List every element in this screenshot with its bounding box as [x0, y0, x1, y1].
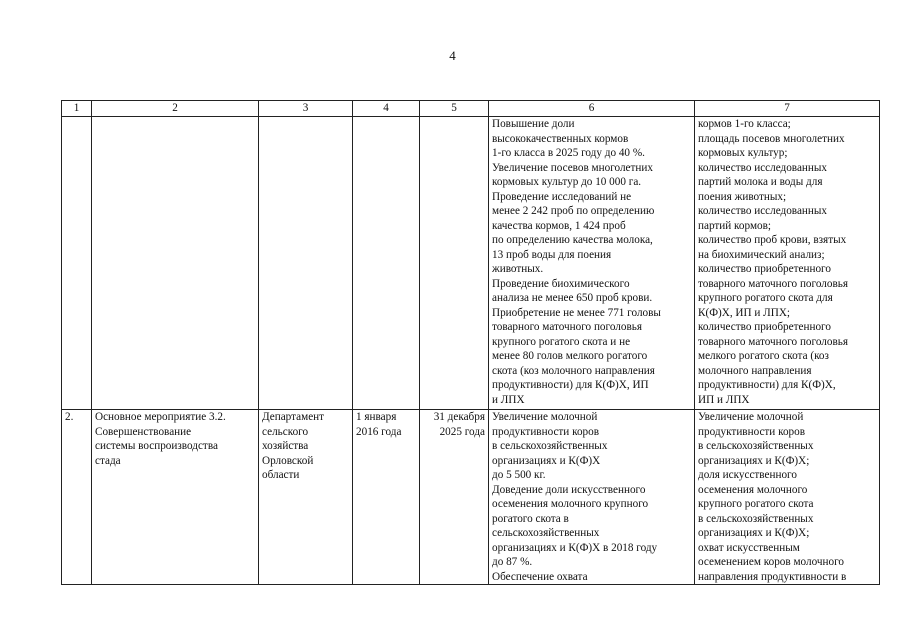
cell-text-line: доля искусственного: [698, 469, 797, 481]
cell-text-line: Департамент: [262, 411, 325, 423]
cell-text-line: продуктивности коров: [698, 425, 806, 438]
cell-expected-results: [489, 410, 695, 585]
cell-start: [353, 117, 420, 410]
cell-text-line: животных.: [492, 263, 544, 275]
cell-text-line: сельскохозяйственных: [492, 527, 600, 539]
cell-text-line: 1 января: [356, 411, 397, 423]
cell-measure: [92, 117, 259, 410]
cell-text-line: товарного маточного поголовья: [698, 335, 848, 348]
cell-text-line: стада: [95, 454, 121, 467]
cell-number: [62, 117, 92, 410]
header-col-5: 5: [420, 101, 489, 117]
cell-text-line: 1-го класса в 2025 году до 40 %.: [492, 147, 645, 159]
cell-text-line: в сельскохозяйственных: [698, 440, 814, 452]
cell-text-line: крупного рогатого скота для: [698, 292, 833, 304]
cell-text-line: качества кормов, 1 424 проб: [492, 219, 626, 232]
cell-text-line: кормов 1-го класса;: [698, 118, 791, 130]
cell-text-line: Доведение доли искусственного: [492, 483, 646, 496]
cell-text-line: продуктивности коров: [492, 425, 600, 438]
cell-end: [420, 117, 489, 410]
cell-text-line: до 87 %.: [492, 556, 533, 568]
cell-text-line: молочного направления: [698, 364, 812, 377]
cell-text-line: хозяйства: [262, 440, 309, 452]
table-row-2: [62, 410, 880, 585]
cell-text-line: Орловской: [262, 454, 314, 467]
cell-text-line: 2025 года: [439, 425, 485, 438]
cell-expected-results: [489, 117, 695, 410]
cell-executor: [259, 117, 353, 410]
cell-text-line: количество исследованных: [698, 205, 827, 217]
cell-text-line: количество приобретенного: [698, 263, 831, 275]
cell-text-line: товарного маточного поголовья: [492, 321, 642, 333]
cell-text-line: партий кормов;: [698, 219, 772, 232]
cell-text-line: направления продуктивности в: [698, 570, 847, 583]
header-col-4: 4: [353, 101, 420, 117]
cell-indicators: [695, 410, 880, 585]
cell-text-line: Обеспечение охвата: [492, 570, 588, 583]
cell-text-line: Проведение биохимического: [492, 277, 630, 290]
cell-text-line: поения животных;: [698, 190, 787, 203]
cell-text-line: количество проб крови, взятых: [698, 234, 847, 246]
cell-text-line: охват искусственным: [698, 541, 800, 554]
cell-text-line: на биохимический анализ;: [698, 248, 825, 261]
header-col-7: 7: [695, 101, 880, 117]
cell-text-line: Проведение исследований не: [492, 190, 632, 203]
cell-text-line: менее 80 голов мелкого рогатого: [492, 350, 648, 362]
cell-text-line: мелкого рогатого скота (коз: [698, 350, 829, 362]
cell-start: [353, 410, 420, 585]
cell-text-line: 13 проб воды для поения: [492, 248, 612, 261]
cell-text-line: в сельскохозяйственных: [698, 512, 814, 525]
cell-text-line: Совершенствование: [95, 425, 192, 438]
cell-text-line: количество приобретенного: [698, 321, 831, 333]
cell-text-line: продуктивности) для К(Ф)Х, ИП: [492, 379, 649, 391]
header-col-6: 6: [489, 101, 695, 117]
cell-text-line: до 5 500 кг.: [492, 469, 546, 481]
cell-text-line: 2016 года: [356, 425, 402, 438]
cell-text-line: кормовых культур;: [698, 147, 788, 159]
cell-text-line: рогатого скота в: [492, 512, 569, 525]
cell-text-line: Увеличение молочной: [698, 411, 804, 423]
cell-text-line: высококачественных кормов: [492, 132, 629, 145]
cell-text-line: организациях и К(Ф)Х;: [698, 454, 810, 467]
cell-text-line: ИП и ЛПХ: [698, 393, 750, 406]
cell-text-line: осеменения молочного: [698, 483, 808, 496]
cell-text-line: Основное мероприятие 3.2.: [95, 411, 226, 423]
cell-text-line: Приобретение не менее 771 головы: [492, 306, 661, 319]
cell-executor: [259, 410, 353, 585]
cell-text-line: менее 2 242 проб по определению: [492, 205, 655, 217]
cell-text-line: системы воспроизводства: [95, 440, 218, 452]
cell-text-line: площадь посевов многолетних: [698, 132, 845, 145]
cell-text-line: анализа не менее 650 проб крови.: [492, 292, 653, 304]
cell-text-line: в сельскохозяйственных: [492, 440, 608, 452]
header-col-2: 2: [92, 101, 259, 117]
cell-text-line: и ЛПХ: [492, 393, 525, 406]
cell-measure: [92, 410, 259, 585]
cell-text-line: крупного рогатого скота: [698, 498, 814, 510]
cell-text-line: товарного маточного поголовья: [698, 277, 848, 290]
cell-text-line: партий молока и воды для: [698, 176, 823, 188]
cell-text-line: сельского: [262, 425, 309, 438]
cell-text-line: крупного рогатого скота и не: [492, 335, 631, 348]
cell-text-line: области: [262, 469, 300, 481]
page-number: 4: [449, 48, 456, 63]
cell-text-line: по определению качества молока,: [492, 234, 653, 246]
cell-text-line: организациях и К(Ф)Х в 2018 году: [492, 541, 658, 554]
measures-table: [61, 100, 880, 585]
cell-text-line: осеменения молочного крупного: [492, 498, 649, 510]
cell-number: 2.: [62, 410, 92, 585]
header-row: [62, 101, 880, 117]
cell-text-line: Увеличение молочной: [492, 411, 598, 423]
cell-text-line: осеменением коров молочного: [698, 556, 845, 568]
cell-text-line: количество исследованных: [698, 161, 827, 174]
cell-text-line: Повышение доли: [492, 118, 575, 130]
cell-text-line: организациях и К(Ф)Х: [492, 454, 601, 467]
cell-text-line: Увеличение посевов многолетних: [492, 161, 653, 174]
cell-text-line: продуктивности) для К(Ф)Х,: [698, 379, 836, 391]
cell-text-line: кормовых культур до 10 000 га.: [492, 176, 642, 188]
cell-indicators: [695, 117, 880, 410]
cell-text-line: К(Ф)Х, ИП и ЛПХ;: [698, 306, 791, 319]
header-col-3: 3: [259, 101, 353, 117]
table-row-continued: [62, 117, 880, 410]
header-col-1: 1: [62, 101, 92, 117]
cell-text-line: 31 декабря: [433, 411, 485, 423]
cell-end: [420, 410, 489, 585]
cell-text-line: организациях и К(Ф)Х;: [698, 527, 810, 539]
cell-text-line: скота (коз молочного направления: [492, 364, 655, 377]
